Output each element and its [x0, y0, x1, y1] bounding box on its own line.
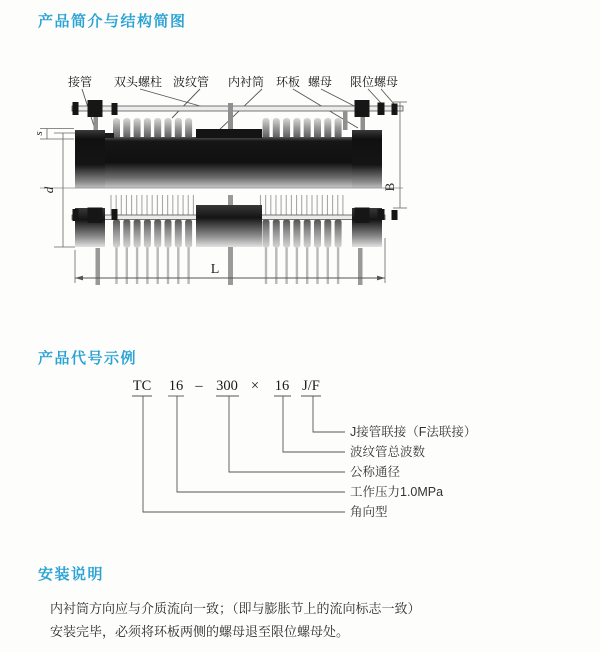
- dimension-d: [41, 133, 75, 247]
- stud-bottom-right: [358, 248, 363, 285]
- tooth: [304, 118, 311, 139]
- code-seg-diameter: 300: [216, 378, 238, 394]
- stud: [115, 247, 117, 284]
- code-seg-times: ×: [250, 378, 260, 394]
- code-seg-dash: –: [195, 378, 203, 394]
- code-callout-type: 角向型: [350, 505, 388, 519]
- stud: [275, 247, 277, 284]
- tooth: [273, 118, 280, 139]
- stud: [265, 247, 267, 284]
- bar: [273, 220, 280, 248]
- stud: [296, 247, 298, 284]
- code-callout-waves: 波纹管总波数: [350, 445, 426, 459]
- stud: [136, 247, 138, 284]
- bar: [134, 220, 141, 248]
- code-seg-pressure: 16: [168, 378, 184, 394]
- bar: [263, 220, 270, 248]
- end-block-left: [75, 130, 105, 188]
- stud: [327, 247, 329, 284]
- code-callout-pressure: 工作压力1.0MPa: [350, 485, 444, 499]
- installation-line-2: 安装完毕，必须将环板两侧的螺母退至限位螺母处。: [50, 624, 350, 639]
- code-seg-waves: 16: [274, 378, 290, 394]
- part-label-bellows: 波纹管: [172, 75, 210, 89]
- tooth: [283, 118, 290, 139]
- installation-line-1: 内衬筒方向应与介质流向一致；（即与膨胀节上的流向标志一致）: [50, 601, 421, 616]
- tooth: [123, 118, 130, 139]
- bar: [154, 220, 161, 248]
- section-title-install: 安装说明: [38, 566, 105, 583]
- tooth: [335, 118, 342, 139]
- end-block-right: [352, 130, 382, 188]
- bar: [113, 220, 120, 248]
- stud: [177, 247, 179, 284]
- bar: [293, 220, 300, 248]
- tooth: [314, 118, 321, 139]
- tooth: [263, 118, 270, 139]
- dimension-B: [382, 102, 407, 208]
- dim-label-L: L: [210, 262, 220, 277]
- stud-bottom-left: [96, 248, 101, 285]
- tooth: [165, 118, 172, 139]
- part-label-nut: 螺母: [307, 75, 333, 89]
- bar: [335, 220, 342, 248]
- section-title-intro: 产品简介与结构简图: [38, 13, 187, 30]
- tooth: [293, 118, 300, 139]
- bar: [304, 220, 311, 248]
- center-block-bottom: [196, 205, 262, 247]
- code-callout-connection: J接管联接（F法联接）: [350, 425, 477, 439]
- bar: [144, 220, 151, 248]
- bar: [324, 220, 331, 248]
- bar: [283, 220, 290, 248]
- dim-label-B: B: [382, 182, 397, 192]
- part-label-ring-plate: 环板: [275, 75, 301, 89]
- stud-right-a: [343, 111, 348, 130]
- installation-notes: [50, 597, 421, 643]
- stud: [167, 247, 169, 284]
- stud: [285, 247, 287, 284]
- step-shoulder: [105, 133, 114, 138]
- part-label-limit-nut: 限位螺母: [349, 75, 399, 89]
- part-label-connection-pipe: 接管: [67, 75, 93, 89]
- stud: [146, 247, 148, 284]
- stud: [126, 247, 128, 284]
- code-connector-lines: [143, 396, 345, 512]
- dim-label-d: d: [41, 186, 56, 194]
- tie-rod-top: [72, 106, 403, 111]
- bellows-studs-bottom: [115, 247, 339, 284]
- stud: [316, 247, 318, 284]
- section-title-code: 产品代号示例: [38, 350, 138, 367]
- stud: [337, 247, 339, 284]
- inner-sleeve-band: [196, 129, 262, 138]
- stud: [187, 247, 189, 284]
- bar: [175, 220, 182, 248]
- product-code-diagram: [0, 374, 600, 549]
- bar: [165, 220, 172, 248]
- tooth: [144, 118, 151, 139]
- stud: [157, 247, 159, 284]
- tooth: [113, 118, 120, 139]
- dimension-s: [33, 129, 74, 140]
- structure-diagram: [0, 60, 600, 310]
- part-label-stud-bolt: 双头螺柱: [113, 75, 163, 89]
- tooth: [324, 118, 331, 139]
- tooth: [154, 118, 161, 139]
- code-seg-type: TC: [132, 378, 152, 394]
- bar: [123, 220, 130, 248]
- stud: [306, 247, 308, 284]
- tooth: [175, 118, 182, 139]
- bar: [314, 220, 321, 248]
- code-callout-diameter: 公称通径: [350, 465, 401, 479]
- tooth: [134, 118, 141, 139]
- code-seg-connection: J/F: [302, 378, 320, 394]
- part-label-inner-sleeve: 内衬筒: [227, 75, 265, 89]
- dim-label-s: s: [33, 131, 45, 136]
- tooth: [185, 118, 192, 139]
- pipe-body-upper: [105, 137, 382, 188]
- bar: [185, 220, 192, 248]
